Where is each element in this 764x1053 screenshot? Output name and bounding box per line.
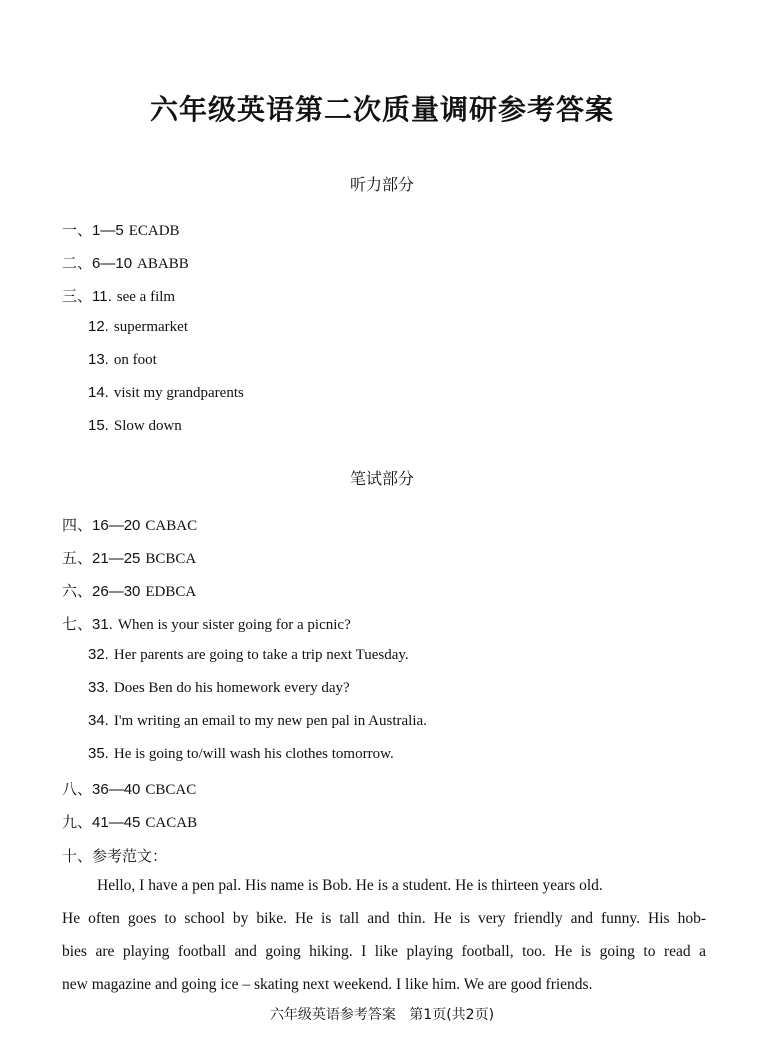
- question-number: 33.: [88, 679, 109, 696]
- answer-line-12: [88, 318, 188, 336]
- answer-line-11: [62, 285, 175, 306]
- question-label: 六、: [62, 582, 93, 600]
- answer-text: see a film: [116, 289, 176, 305]
- answer-line-10: [62, 845, 167, 866]
- page-footer: [0, 1004, 764, 1024]
- question-number: 14.: [88, 384, 109, 401]
- question-range: 6—10: [92, 255, 133, 272]
- answer-line-13: [88, 351, 157, 369]
- answer-line-9: [62, 811, 197, 832]
- question-range: 1—5: [92, 222, 124, 239]
- answer-text: visit my grandparents: [113, 385, 244, 401]
- question-label: 十、参考范文：: [62, 847, 168, 865]
- question-range: 21—25: [92, 550, 141, 567]
- answer-text: CACAB: [145, 815, 198, 831]
- question-label: 五、: [62, 549, 93, 567]
- answer-text: Her parents are going to take a trip next Tuesday.: [113, 647, 409, 663]
- answer-text: Slow down: [113, 418, 182, 434]
- page-title: 六年级英语第二次质量调研参考答案: [149, 93, 614, 126]
- question-range: 26—30: [92, 583, 141, 600]
- answer-text: CABAC: [145, 518, 198, 534]
- answer-line-5: [62, 547, 196, 568]
- question-label: 三、: [62, 287, 93, 305]
- question-number: 15.: [88, 417, 109, 434]
- section-heading-listening: 听力部分: [349, 175, 414, 194]
- answer-line-8: [62, 778, 196, 799]
- essay-line: He often goes to school by bike. He is tall and thin. He is very friendly and funny. His hob-: [62, 910, 706, 927]
- question-label: 四、: [62, 516, 93, 534]
- answer-line-33: [88, 679, 350, 697]
- answer-line-15: [88, 417, 182, 435]
- question-label: 一、: [62, 221, 93, 239]
- question-number: 31.: [92, 616, 113, 633]
- footer-title: 六年级英语参考答案: [269, 1007, 396, 1023]
- question-label: 七、: [62, 615, 93, 633]
- essay-line: Hello, I have a pen pal. His name is Bob. He is a student. He is thirteen years old.: [97, 877, 603, 894]
- question-number: 34.: [88, 712, 109, 729]
- section-heading-writing: 笔试部分: [349, 469, 414, 488]
- question-number: 32.: [88, 646, 109, 663]
- question-number: 11.: [92, 288, 112, 305]
- question-number: 35.: [88, 745, 109, 762]
- question-label: 八、: [62, 780, 93, 798]
- sample-essay: [62, 869, 706, 1001]
- answer-line-32: [88, 646, 409, 664]
- answer-line-14: [88, 384, 244, 402]
- answer-text: I'm writing an email to my new pen pal in Australia.: [113, 713, 427, 729]
- answer-line-34: [88, 712, 427, 730]
- question-number: 12.: [88, 318, 109, 335]
- essay-line: new magazine and going ice – skating next weekend. I like him. We are good friends.: [62, 976, 593, 993]
- answer-text: ECADB: [128, 223, 180, 239]
- answer-text: When is your sister going for a picnic?: [117, 617, 351, 633]
- answer-text: on foot: [113, 352, 157, 368]
- answer-text: BCBCA: [145, 551, 197, 567]
- question-range: 36—40: [92, 781, 141, 798]
- answer-line-4: [62, 514, 197, 535]
- answer-text: ABABB: [137, 256, 189, 272]
- question-label: 二、: [62, 254, 93, 272]
- answer-line-1: [62, 219, 180, 240]
- answer-line-6: [62, 580, 196, 601]
- answer-text: supermarket: [113, 319, 188, 335]
- answer-line-35: [88, 745, 394, 763]
- answer-line-2: [62, 252, 189, 273]
- question-label: 九、: [62, 813, 93, 831]
- answer-line-31: [62, 613, 351, 634]
- essay-line: bies are playing football and going hiking. I like playing football, too. He is going to read a: [62, 943, 706, 960]
- question-number: 13.: [88, 351, 109, 368]
- answer-text: Does Ben do his homework every day?: [113, 680, 350, 696]
- answer-text: He is going to/will wash his clothes tomorrow.: [113, 746, 394, 762]
- footer-page-number: 第1页(共2页): [409, 1007, 495, 1023]
- question-range: 16—20: [92, 517, 141, 534]
- answer-text: CBCAC: [145, 782, 197, 798]
- answer-text: EDBCA: [145, 584, 197, 600]
- question-range: 41—45: [92, 814, 141, 831]
